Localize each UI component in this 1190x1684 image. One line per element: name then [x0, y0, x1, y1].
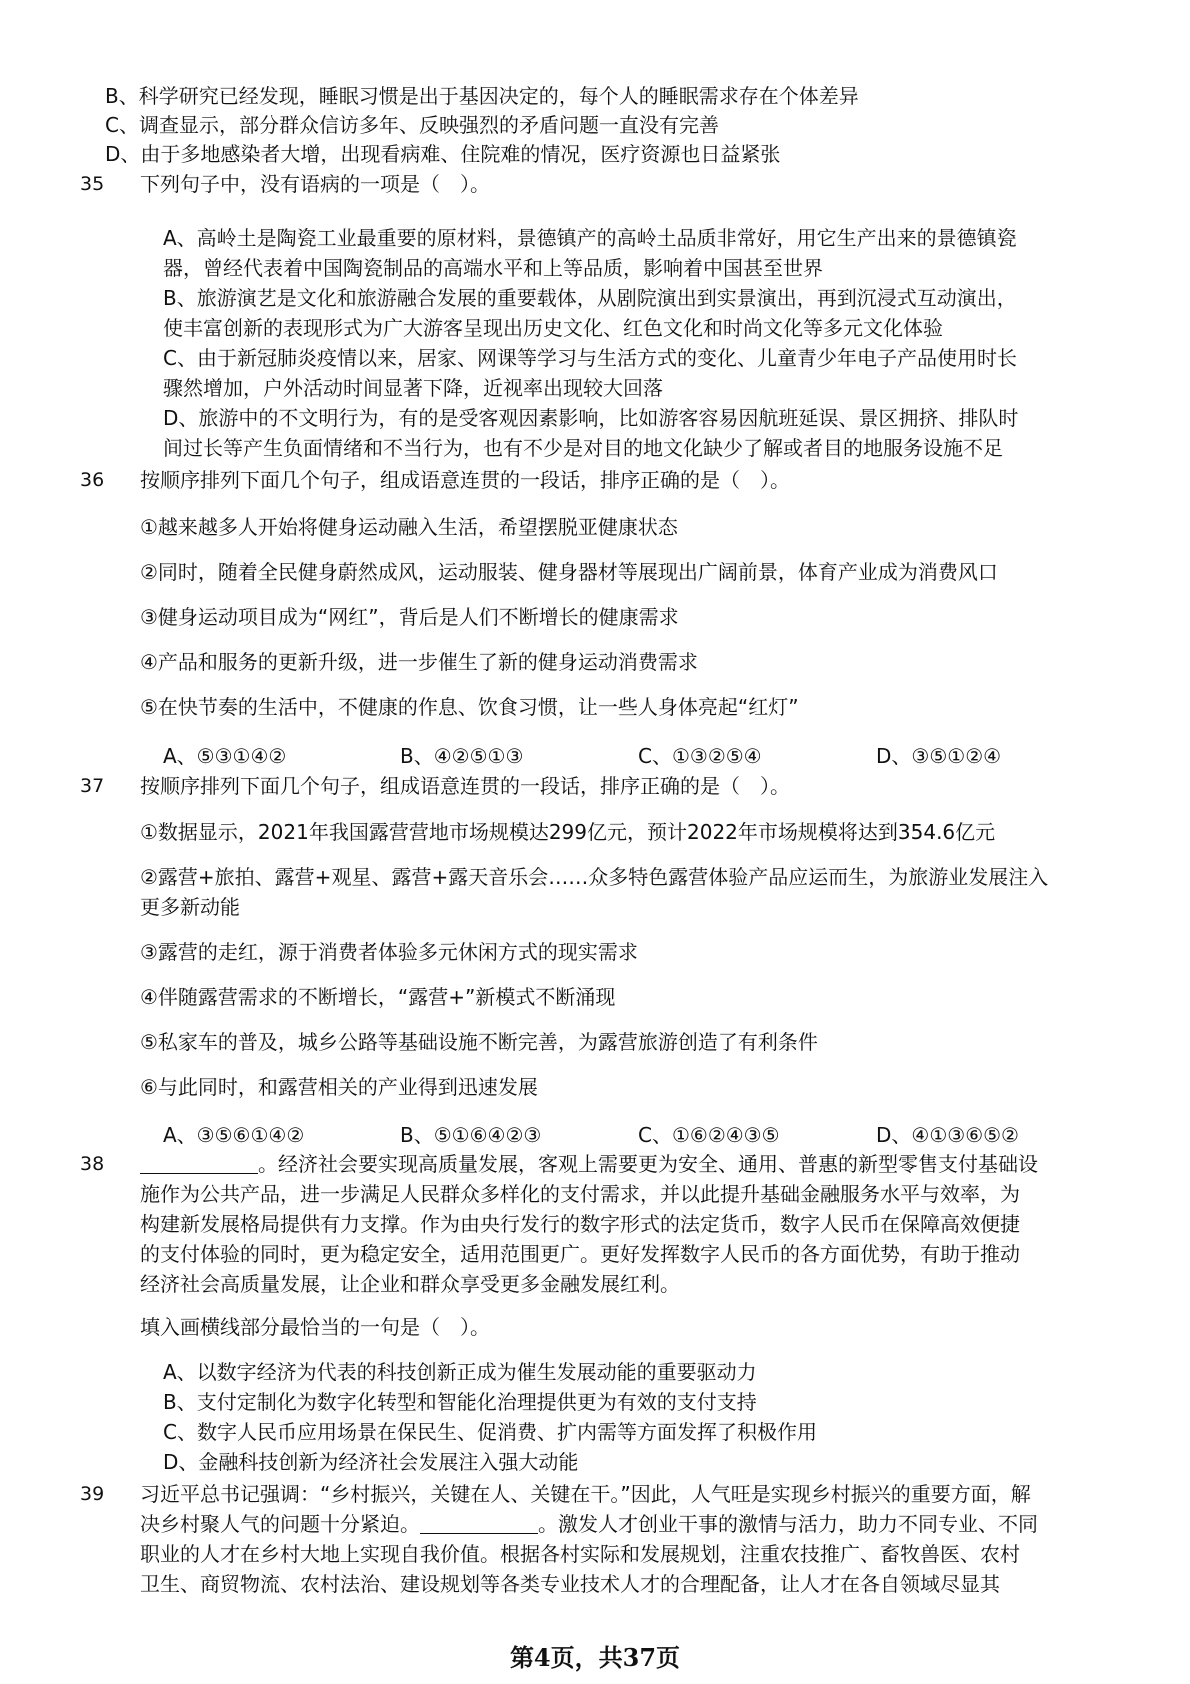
sentence-4: ④伴随露营需求的不断增长，“露营+”新模式不断涌现 — [140, 985, 616, 1009]
passage-line-5: 经济社会高质量发展，让企业和群众享受更多金融发展红利。 — [140, 1272, 680, 1296]
question-number: 37 — [80, 775, 105, 797]
option-c: C、①③②⑤④ — [638, 744, 762, 768]
option-c: C、数字人民币应用场景在保民生、促消费、扩内需等方面发挥了积极作用 — [163, 1420, 817, 1444]
passage-line-2: 施作为公共产品，进一步满足人民群众多样化的支付需求，并以此提升基础金融服务水平与效率，为 — [140, 1182, 1020, 1206]
passage-line-3: 构建新发展格局提供有力支撑。作为由央行发行的数字形式的法定货币，数字人民币在保障高效便捷 — [140, 1212, 1020, 1236]
fill-blank — [140, 1153, 258, 1174]
option-c: C、①⑥②④③⑤ — [638, 1123, 780, 1147]
sentence-1: ①越来越多人开始将健身运动融入生活，希望摆脱亚健康状态 — [140, 515, 678, 539]
passage-line-4: 卫生、商贸物流、农村法治、建设规划等各类专业技术人才的合理配备，让人才在各自领域尽显其 — [140, 1572, 1000, 1596]
option-a-line2: 器，曾经代表着中国陶瓷制品的高端水平和上等品质，影响着中国甚至世界 — [163, 256, 823, 280]
option-b: B、⑤①⑥④②③ — [400, 1123, 542, 1147]
sentence-4: ④产品和服务的更新升级，进一步催生了新的健身运动消费需求 — [140, 650, 698, 674]
sentence-3: ③露营的走红，源于消费者体验多元休闲方式的现实需求 — [140, 940, 638, 964]
question-number: 39 — [80, 1483, 105, 1505]
question-stem: 按顺序排列下面几个句子，组成语意连贯的一段话，排序正确的是（ ）。 — [140, 468, 790, 492]
option-d: D、由于多地感染者大增，出现看病难、住院难的情况，医疗资源也日益紧张 — [105, 142, 781, 166]
passage-line-4: 的支付体验的同时，更为稳定安全，适用范围更广。更好发挥数字人民币的各方面优势，有助于推动 — [140, 1242, 1020, 1266]
option-b: B、支付定制化为数字化转型和智能化治理提供更为有效的支付支持 — [163, 1390, 757, 1414]
option-d-line1: D、旅游中的不文明行为，有的是受客观因素影响，比如游客容易因航班延误、景区拥挤、排队时 — [163, 406, 1019, 430]
fill-blank — [420, 1513, 538, 1534]
option-b-line2: 使丰富创新的表现形式为广大游客呈现出历史文化、红色文化和时尚文化等多元文化体验 — [163, 316, 943, 340]
sentence-6: ⑥与此同时，和露营相关的产业得到迅速发展 — [140, 1075, 538, 1099]
option-c-line2: 骤然增加，户外活动时间显著下降，近视率出现较大回落 — [163, 376, 663, 400]
option-a-line1: A、高岭土是陶瓷工业最重要的原材料，景德镇产的高岭土品质非常好，用它生产出来的景德镇瓷 — [163, 226, 1017, 250]
option-a: A、③⑤⑥①④② — [163, 1123, 305, 1147]
sentence-5: ⑤在快节奏的生活中，不健康的作息、饮食习惯，让一些人身体亮起“红灯” — [140, 695, 799, 719]
passage-text: 。激发人才创业干事的激情与活力，助力不同专业、不同 — [538, 1512, 1038, 1536]
page-footer: 第4页，共37页 — [509, 1643, 681, 1672]
question-stem: 下列句子中，没有语病的一项是（ ）。 — [140, 172, 490, 196]
option-b: B、科学研究已经发现，睡眠习惯是出于基因决定的，每个人的睡眠需求存在个体差异 — [105, 84, 859, 108]
sentence-2: ②同时，随着全民健身蔚然成风，运动服装、健身器材等展现出广阔前景，体育产业成为消费风口 — [140, 560, 998, 584]
question-stem: 按顺序排列下面几个句子，组成语意连贯的一段话，排序正确的是（ ）。 — [140, 774, 790, 798]
option-c-line1: C、由于新冠肺炎疫情以来，居家、网课等学习与生活方式的变化、儿童青少年电子产品使用时长 — [163, 346, 1017, 370]
passage-line-1 — [140, 1150, 1038, 1178]
sentence-5: ⑤私家车的普及，城乡公路等基础设施不断完善，为露营旅游创造了有利条件 — [140, 1030, 818, 1054]
option-d: D、金融科技创新为经济社会发展注入强大动能 — [163, 1450, 579, 1474]
option-a: A、⑤③①④② — [163, 744, 287, 768]
passage-line-3: 职业的人才在乡村大地上实现自我价值。根据各村实际和发展规划，注重农技推广、畜牧兽医、农村 — [140, 1542, 1020, 1566]
passage-line-1: 习近平总书记强调：“乡村振兴，关键在人、关键在干。”因此，人气旺是实现乡村振兴的重要方面，解 — [140, 1482, 1031, 1506]
passage-line-2 — [140, 1510, 1038, 1538]
option-c: C、调查显示，部分群众信访多年、反映强烈的矛盾问题一直没有完善 — [105, 113, 719, 137]
question-prompt: 填入画横线部分最恰当的一句是（ ）。 — [140, 1315, 490, 1339]
option-d: D、③⑤①②④ — [876, 744, 1002, 768]
question-number: 38 — [80, 1153, 105, 1175]
option-b: B、④②⑤①③ — [400, 744, 524, 768]
sentence-2-line2: 更多新动能 — [140, 895, 240, 919]
passage-text: 决乡村聚人气的问题十分紧迫。 — [140, 1512, 420, 1536]
sentence-1: ①数据显示，2021年我国露营营地市场规模达299亿元，预计2022年市场规模将达到354.6亿元 — [140, 820, 996, 844]
passage-text: 。经济社会要实现高质量发展，客观上需要更为安全、通用、普惠的新型零售支付基础设 — [258, 1152, 1038, 1176]
option-b-line1: B、旅游演艺是文化和旅游融合发展的重要载体，从剧院演出到实景演出，再到沉浸式互动演出， — [163, 286, 1017, 310]
option-d-line2: 间过长等产生负面情绪和不当行为，也有不少是对目的地文化缺少了解或者目的地服务设施不足 — [163, 436, 1003, 460]
sentence-2-line1: ②露营+旅拍、露营+观星、露营+露天音乐会……众多特色露营体验产品应运而生，为旅游业发展注入 — [140, 865, 1049, 889]
sentence-3: ③健身运动项目成为“网红”，背后是人们不断增长的健康需求 — [140, 605, 679, 629]
option-d: D、④①③⑥⑤② — [876, 1123, 1019, 1147]
question-number: 36 — [80, 469, 105, 491]
question-number: 35 — [80, 173, 105, 195]
option-a: A、以数字经济为代表的科技创新正成为催生发展动能的重要驱动力 — [163, 1360, 757, 1384]
